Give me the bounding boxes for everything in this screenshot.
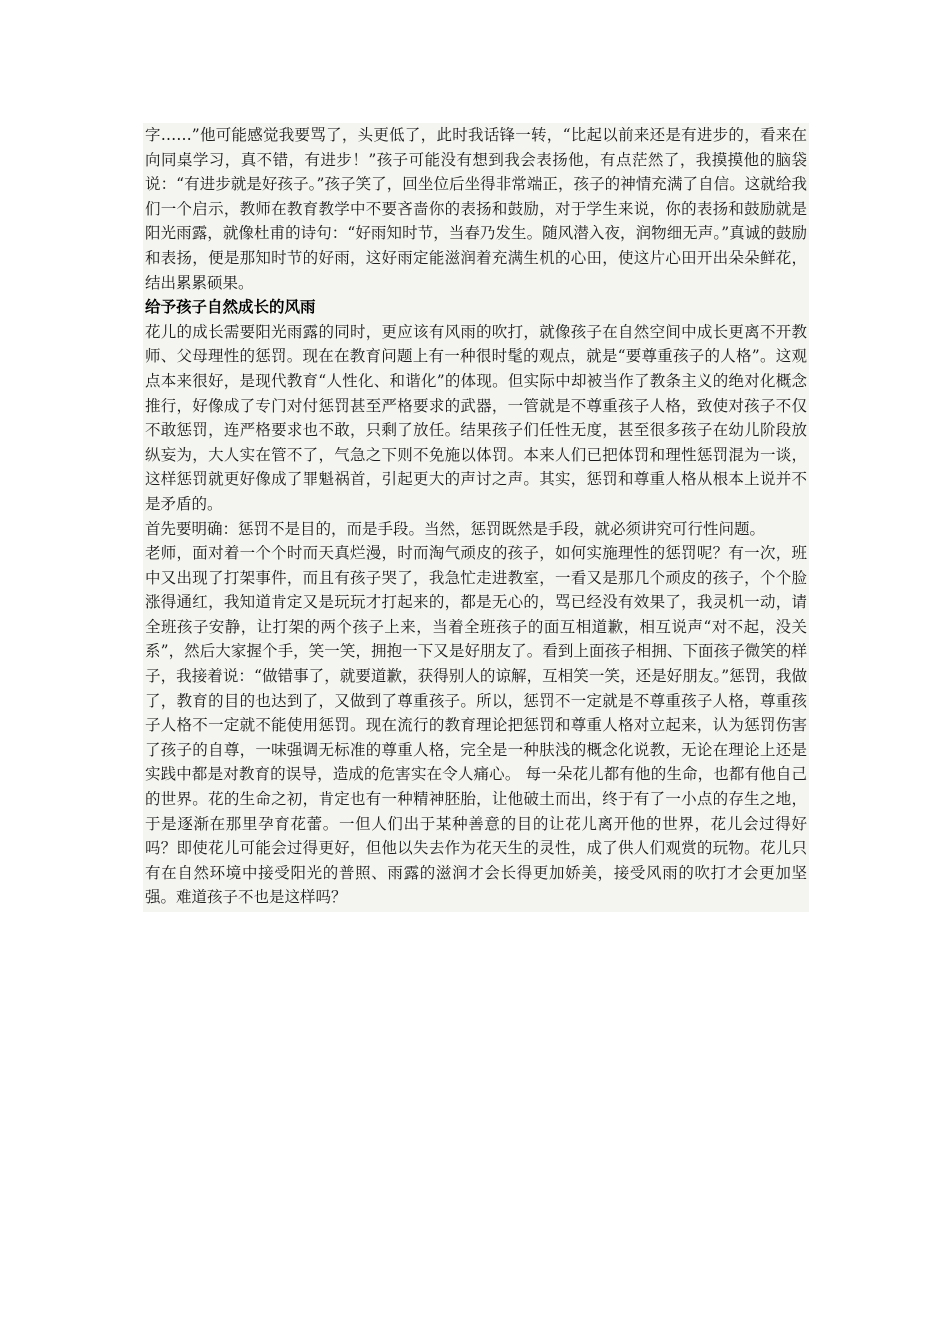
paragraph-teacher-story: 老师，面对着一个个时而天真烂漫，时而淘气顽皮的孩子，如何实施理性的惩罚呢？有一次，班中又出现了打架事件，而且有孩子哭了，我急忙走进教室，一看又是那几个顽皮的孩子，个个脸涨得通红，我知道肯定又是玩玩才打起来的，都是无心的，骂已经没有效果了，我灵机一动，请全班孩子安静，让打架的两个孩子上来，当着全班孩子的面互相道歉，相互说声“对不起，没关系”，然后大家握个手，笑一笑，拥抱一下又是好朋友了。看到上面孩子相拥、下面孩子微笑的样子，我接着说：“做错事了，就要道歉，获得别人的谅解，互相笑一笑，还是好朋友。”惩罚，我做了，教育的目的也达到了，又做到了尊重孩子。所以，惩罚不一定就是不尊重孩子人格，尊重孩子人格不一定就不能使用惩罚。现在流行的教育理论把惩罚和尊重人格对立起来，认为惩罚伤害了孩子的自尊，一味强调无标准的尊重人格，完全是一种肤浅的概念化说教，无论在理论上还是实践中都是对教育的误导，造成的危害实在令人痛心。 每一朵花儿都有他的生命，也都有他自己的世界。花的生命之初，肯定也有一种精神胚胎，让他破土而出，终于有了一小点的存生之地，于是逐渐在那里孕育花蕾。一但人们出于某种善意的目的让花儿离开他的世界，花儿会过得好吗？即使花儿可能会过得更好，但他以失去作为花天生的灵性，成了供人们观赏的玩物。花儿只有在自然环境中接受阳光的普照、雨露的滋润才会长得更加娇美，接受风雨的吹打才会更加坚强。难道孩子不也是这样吗？ [145, 544, 807, 907]
paragraph-punishment-means: 首先要明确：惩罚不是目的，而是手段。当然，惩罚既然是手段，就必须讲究可行性问题。 [145, 519, 766, 538]
paragraph-growth-punishment: 花儿的成长需要阳光雨露的同时，更应该有风雨的吹打，就像孩子在自然空间中成长更离不开教师、父母理性的惩罚。现在在教育问题上有一种很时髦的观点，就是“要尊重孩子的人格”。这观点本来很好，是现代教育“人性化、和谐化”的体现。但实际中却被当作了教条主义的绝对化概念推行，好像成了专门对付惩罚甚至严格要求的武器，一管就是不尊重孩子人格，致使对孩子不仅不敢惩罚，连严格要求也不敢，只剩了放任。结果孩子们任性无度，甚至很多孩子在幼儿阶段放纵妄为，大人实在管不了，气急之下则不免施以体罚。本来人们已把体罚和理性惩罚混为一谈，这样惩罚就更好像成了罪魁祸首，引起更大的声讨之声。其实，惩罚和尊重人格从根本上说并不是矛盾的。 [145, 322, 807, 513]
paragraph-praise-encouragement: 字……”他可能感觉我要骂了，头更低了，此时我话锋一转，“比起以前来还是有进步的，看来在向同桌学习，真不错，有进步！”孩子可能没有想到我会表扬他，有点茫然了，我摸摸他的脑袋说：“有进步就是好孩子。”孩子笑了，回坐位后坐得非常端正，孩子的神情充满了自信。这就给我们一个启示，教师在教育教学中不要吝啬你的表扬和鼓励，对于学生来说，你的表扬和鼓励就是阳光雨露，就像杜甫的诗句：“好雨知时节，当春乃发生。随风潜入夜，润物细无声。”真诚的鼓励和表扬，便是那知时节的好雨，这好雨定能滋润着充满生机的心田，使这片心田开出朵朵鲜花，结出累累硕果。 [145, 126, 807, 292]
section-heading: 给予孩子自然成长的风雨 [145, 298, 316, 317]
document-body [143, 123, 809, 912]
